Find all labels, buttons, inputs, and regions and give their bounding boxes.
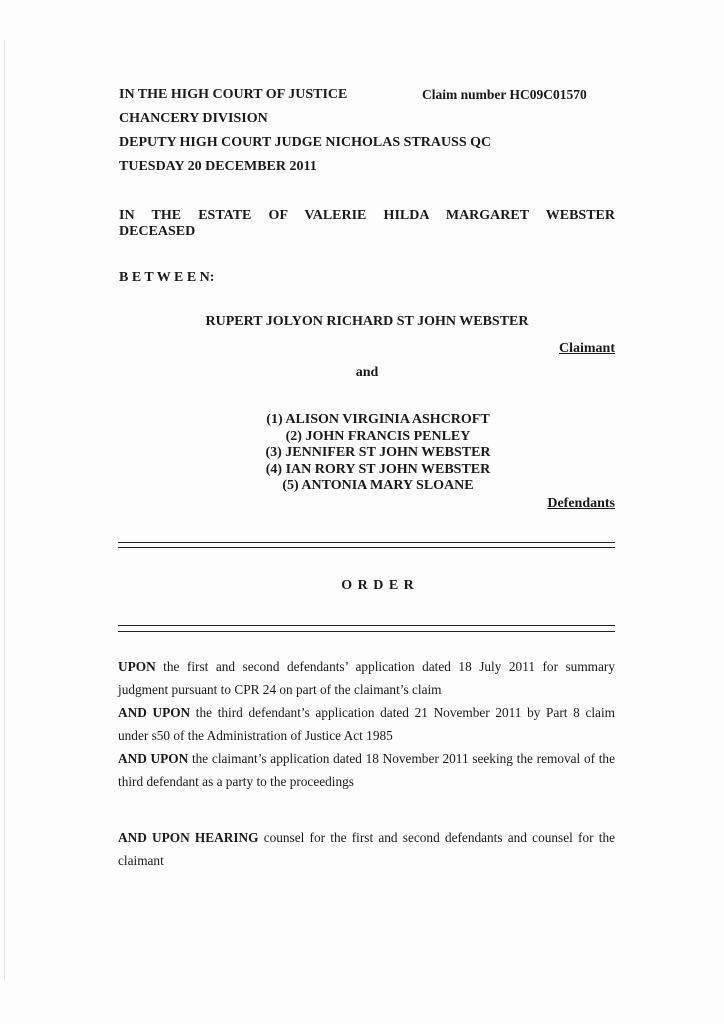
defendant-3: (3) JENNIFER ST JOHN WEBSTER (265, 445, 491, 460)
defendant-2: (2) JOHN FRANCIS PENLEY (285, 428, 471, 444)
recital-2 (118, 701, 615, 747)
estate-line-1: IN THE ESTATE OF VALERIE HILDA MARGARET WEBSTER (119, 208, 615, 223)
claimant-role: Claimant (559, 341, 615, 356)
hearing-text: counsel for the first and second defendants and counsel for the claimant (118, 830, 615, 868)
claimant-name: RUPERT JOLYON RICHARD ST JOHN WEBSTER (205, 314, 529, 329)
hearing-lead: AND UPON HEARING (118, 830, 259, 845)
rule-bottom-1 (118, 625, 615, 626)
recital-1 (118, 655, 615, 701)
rule-top-1 (118, 542, 615, 543)
rule-top-2 (118, 547, 615, 548)
hearing-date: TUESDAY 20 DECEMBER 2011 (119, 159, 317, 174)
between-label: B E T W E E N: (119, 270, 215, 285)
judge: DEPUTY HIGH COURT JUDGE NICHOLAS STRAUSS QC (119, 135, 492, 150)
recital-1-text: the first and second defendants’ application dated 18 July 2011 for summary judgment pursuant to CPR 24 on part of the claimant’s claim (118, 659, 615, 697)
recital-3-text: the claimant’s application dated 18 November 2011 seeking the removal of the third defendant as a party to the proceedings (118, 751, 615, 789)
defendant-4: (4) IAN RORY ST JOHN WEBSTER (265, 461, 491, 477)
hearing-recital (118, 826, 615, 872)
court-name: IN THE HIGH COURT OF JUSTICE (119, 87, 348, 102)
order-title: O R D E R (341, 578, 415, 593)
claim-number: Claim number HC09C01570 (422, 87, 587, 102)
defendants-role: Defendants (547, 496, 615, 511)
recital-3 (118, 747, 615, 793)
recital-3-lead: AND UPON (118, 751, 189, 766)
recitals (118, 655, 615, 793)
division: CHANCERY DIVISION (119, 111, 268, 126)
scan-edge (4, 40, 5, 980)
recital-1-lead: UPON (118, 659, 156, 674)
defendant-5: (5) ANTONIA MARY SLOANE (282, 478, 474, 493)
rule-bottom-2 (118, 631, 615, 632)
estate-line-2: DECEASED (119, 224, 196, 239)
defendant-1: (1) ALISON VIRGINIA ASHCROFT (266, 412, 490, 427)
recital-2-lead: AND UPON (118, 705, 191, 720)
recital-2-text: the third defendant’s application dated 21 November 2011 by Part 8 claim under s50 of the Administration of Justice Act 1985 (118, 705, 615, 743)
hearing-paragraph (118, 826, 615, 872)
and-label: and (355, 365, 379, 380)
defendants-list (0, 412, 724, 495)
